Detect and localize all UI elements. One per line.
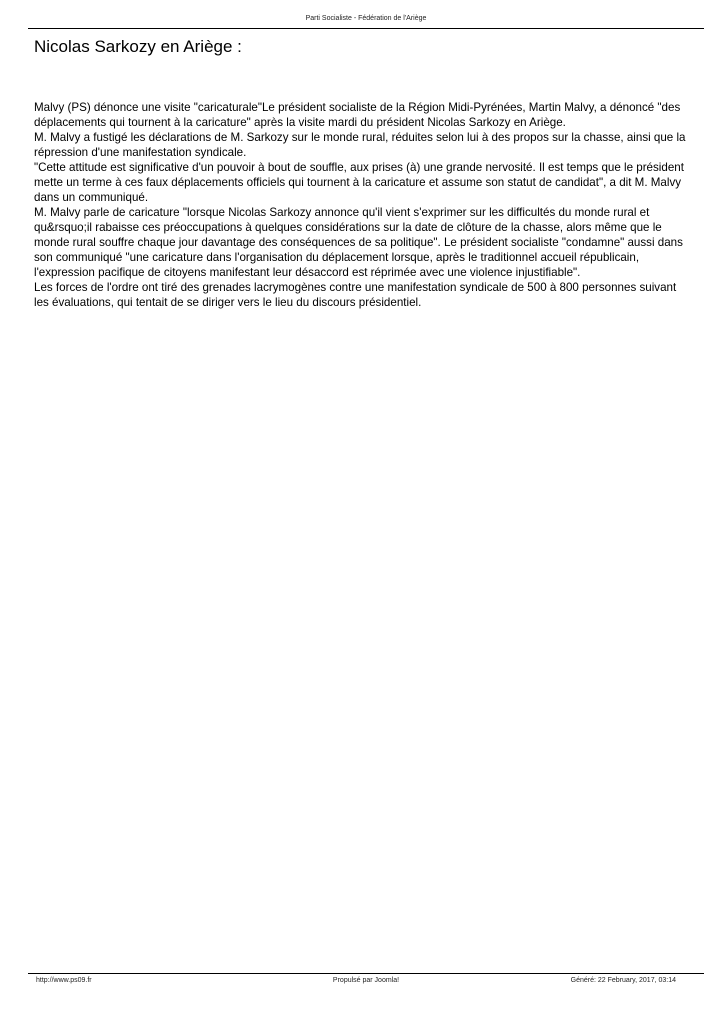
footer-divider: [28, 973, 704, 974]
footer-url-link[interactable]: http://www.ps09.fr: [36, 977, 92, 984]
article-body: [34, 100, 694, 310]
footer-generated-date: Généré: 22 February, 2017, 03:14: [570, 977, 676, 984]
footer-powered-by: Propulsé par Joomla!: [332, 977, 400, 984]
article-paragraph: M. Malvy parle de caricature "lorsque Nicolas Sarkozy annonce qu'il vient s'exprimer sur les difficultés du monde rural et qu&rsquo;il rabaisse ces préoccupations à quelques considérations sur la date de clôture de la chasse, alors même que le monde rural souffre chaque jour davantage des conséquences de sa politique". Le président socialiste "condamne" aussi dans son communiqué "une caricature dans l'organisation du déplacement lorsque, après le traditionnel accueil républicain, l'expression pacifique de citoyens manifestant leur désaccord est réprimée avec une violence injustifiable".: [34, 206, 683, 279]
article-paragraph: "Cette attitude est significative d'un pouvoir à bout de souffle, aux prises (à) une grande nervosité. Il est temps que le président mette un terme à ces faux déplacements officiels qui tournent à la caricature et assume son statut de candidat", a dit M. Malvy dans un communiqué.: [34, 161, 684, 204]
site-title: Parti Socialiste - Fédération de l'Ariège: [305, 15, 427, 22]
header-divider: [28, 28, 704, 29]
page-header: [28, 14, 704, 24]
article-paragraph: M. Malvy a fustigé les déclarations de M. Sarkozy sur le monde rural, réduites selon lui à des propos sur la chasse, ainsi que la répression d'une manifestation syndicale.: [34, 131, 686, 159]
article-paragraph: Malvy (PS) dénonce une visite "caricaturale"Le président socialiste de la Région Midi-Pyrénées, Martin Malvy, a dénoncé "des déplacements qui tournent à la caricature" après la visite mardi du président Nicolas Sarkozy en Ariège.: [34, 101, 681, 129]
article-paragraph: Les forces de l'ordre ont tiré des grenades lacrymogènes contre une manifestation syndicale de 500 à 800 personnes suivant les évaluations, qui tentait de se diriger vers le lieu du discours présidentiel.: [34, 281, 677, 309]
article-title: Nicolas Sarkozy en Ariège :: [34, 37, 242, 56]
